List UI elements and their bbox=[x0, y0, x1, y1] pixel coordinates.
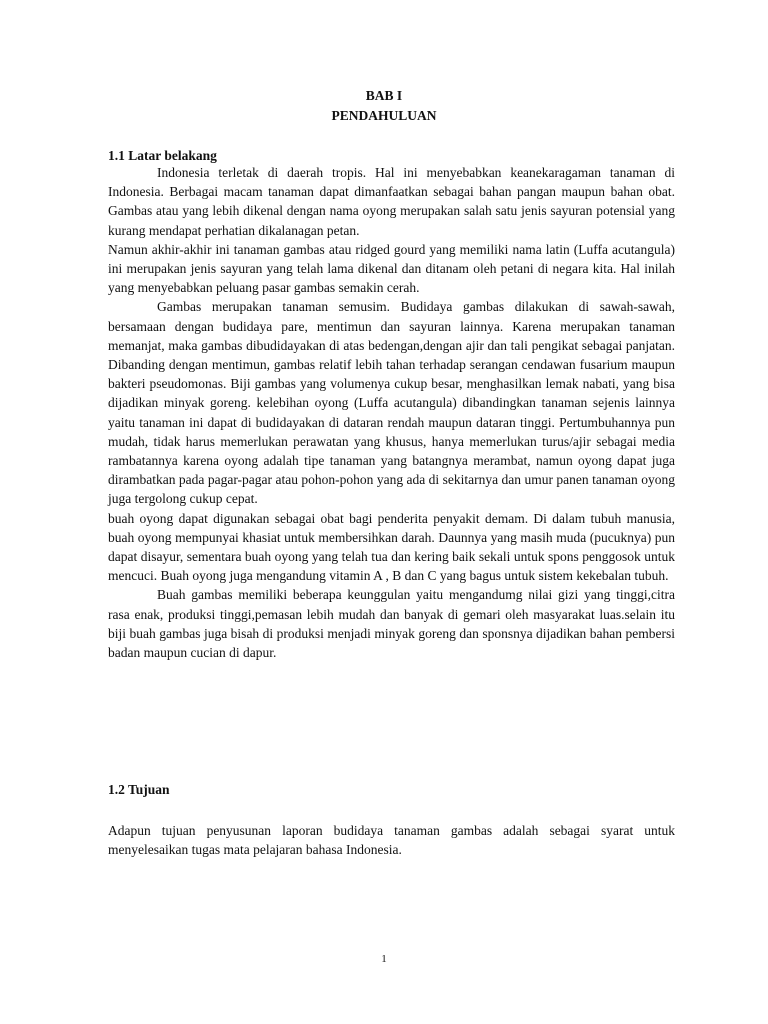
paragraph: Namun akhir-akhir ini tanaman gambas atau ridged gourd yang memiliki nama latin (Luffa acutangula) ini merupakan jenis sayuran yang telah lama dikenal dan ditanam oleh petani di negara kita. Hal inilah yang menyebabkan peluang pasar gambas semakin cerah. bbox=[108, 241, 675, 296]
section-body-tujuan bbox=[108, 821, 675, 859]
paragraph: Gambas merupakan tanaman semusim. Budidaya gambas dilakukan di sawah-sawah, bersamaan dengan budidaya pare, mentimun dan sayuran lainnya. Karena merupakan tanaman memanjat, maka gambas dibudidayakan di atas bedengan,dengan ajir dan tali pengikat sebagai panjatan. Dibanding dengan mentimun, gambas relatif lebih tahan terhadap serangan cendawan fusarium maupun bakteri pseudomonas. Biji gambas yang volumenya cukup besar, menghasilkan lemak nabati, yang bisa dijadikan minyak goreng. kelebihan oyong (Luffa acutangula) dibandingkan tanaman sejenis lainnya yaitu tanaman ini dapat di budidayakan di dataran rendah maupun dataran tinggi. Pertumbuhannya pun mudah, tidak harus memerlukan perawatan yang khusus, hanya memerlukan turus/ajir sebagai media rambatannya karena oyong adalah tipe tanaman yang batangnya merambat, namun oyong dapat juga dirambatkan pada pagar-pagar atau pohon-pohon yang ada di sekitarnya dan umur panen tanaman oyong juga tergolong cukup cepat. bbox=[108, 299, 675, 507]
paragraph: buah oyong dapat digunakan sebagai obat bagi penderita penyakit demam. Di dalam tubuh manusia, buah oyong mempunyai khasiat untuk membersihkan darah. Daunnya yang masih muda (pucuknya) pun dapat disayur, sementara buah oyong yang telah tua dan kering baik sekali untuk spons penggosok untuk mencuci. Buah oyong juga mengandung vitamin A , B dan C yang bagus untuk sistem kekebalan tubuh. bbox=[108, 510, 675, 584]
paragraph: Adapun tujuan penyusunan laporan budidaya tanaman gambas adalah sebagai syarat untuk menyelesaikan tugas mata pelajaran bahasa Indonesia. bbox=[108, 823, 675, 858]
paragraph: Indonesia terletak di daerah tropis. Hal ini menyebabkan keanekaragaman tanaman di Indonesia. Berbagai macam tanaman dapat dimanfaatkan sebagai bahan pangan maupun bahan obat. Gambas atau yang lebih dikenal dengan nama oyong merupakan salah satu jenis sayuran potensial yang kurang mendapat perhatian dikalanagan petan. bbox=[108, 165, 675, 238]
page-number: 1 bbox=[381, 953, 387, 965]
section-heading-tujuan: 1.2 Tujuan bbox=[108, 782, 170, 797]
paragraph: Buah gambas memiliki beberapa keunggulan yaitu mengandumg nilai gizi yang tinggi,citra rasa enak, produksi tinggi,pemasan lebih mudah dan banyak di gemari oleh masyarakat luas.selain itu biji buah gambas juga bisah di produksi menjadi minyak goreng dan sponsnya dijadikan bahan pembersi badan maupun cucian di dapur. bbox=[108, 587, 675, 661]
section-heading-latar-belakang: 1.1 Latar belakang bbox=[108, 148, 217, 163]
section-body-latar-belakang bbox=[108, 163, 675, 662]
chapter-title: PENDAHULUAN bbox=[331, 108, 437, 123]
chapter-label: BAB I bbox=[365, 88, 403, 103]
